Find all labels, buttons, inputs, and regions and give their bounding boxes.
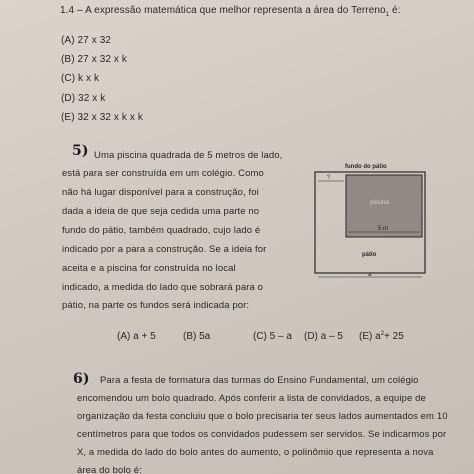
q5-option-e [359, 331, 404, 342]
q4-option-a: (A) 27 x 32 [61, 35, 112, 46]
q5-line-3: não há lugar disponível para a construção, foi [62, 187, 259, 198]
q5-line-5: fundo do pátio, também quadrado, cujo lado é [62, 225, 261, 236]
q4-option-e: (E) 32 x 32 x k x k [61, 112, 143, 123]
q5-option-e-base: (E) a [359, 331, 381, 343]
q4-prompt-text: 1.4 – A expressão matemática que melhor representa a área do Terreno [60, 5, 386, 16]
q5-option-c: (C) 5 – a [253, 331, 292, 343]
q6-number: 6) [73, 371, 90, 387]
diagram-pool-side-label: 5 m [378, 226, 389, 232]
q4-option-d: (D) 32 x k [61, 93, 106, 104]
q6-line-4: centímetros para que todos os convidados pudessem ser servidos. Se indicarmos por [77, 429, 447, 440]
q6-line-2: encomendou um bolo quadrado. Após conferir a lista de convidados, a equipe de [77, 393, 426, 404]
q5-line-2: está para ser construída em um colégio. Como [62, 168, 264, 179]
diagram-side-a-label: a [368, 272, 372, 278]
q5-options-row [117, 331, 404, 342]
diagram-question-mark: ? [327, 175, 331, 181]
q5-option-e-rest: + 25 [384, 331, 404, 343]
q4-prompt-subscript: 1 [385, 12, 390, 18]
q5-line-8: indicado, a medida do lado que sobrará para o [62, 282, 263, 293]
q5-line-1: Uma piscina quadrada de 5 metros de lado, [94, 150, 283, 161]
q4-prompt [60, 5, 401, 18]
q6-line-6: área do bolo é: [77, 465, 142, 474]
q5-option-a: (A) a + 5 [117, 331, 156, 343]
q6-line-5: X, a medida do lado do bolo antes do aumento, o polinômio que representa a nova [77, 447, 434, 458]
diagram-svg [300, 160, 470, 288]
q4-option-c: (C) k x k [61, 73, 100, 84]
q5-line-4: dada a ideia de que seja cedida uma parte no [62, 206, 260, 217]
q5-option-d: (D) a – 5 [304, 331, 343, 343]
q6-line-1: Para a festa de formatura das turmas do Ensino Fundamental, um colégio [100, 375, 419, 386]
diagram-top-label: fundo do pátio [345, 164, 387, 170]
q4-option-b: (B) 27 x 32 x k [61, 54, 127, 65]
q4-prompt-end: é: [389, 5, 401, 16]
q5-option-e-exponent: 2 [380, 331, 385, 337]
q5-option-b: (B) 5a [183, 331, 211, 343]
q6-line-3: organização da festa concluiu que o bolo precisaria ter seus lados aumentados em 10 [77, 411, 448, 422]
q5-line-9: pátio, na parte os fundos será indicada por: [62, 300, 250, 311]
q5-line-6: indicado por a para a construção. Se a ideia for [62, 244, 267, 255]
q5-number: 5) [72, 143, 89, 159]
q5-line-7: aceita e a piscina for construída no local [62, 263, 236, 274]
pool-patio-diagram [300, 160, 470, 288]
diagram-patio-label: pátio [362, 252, 377, 258]
diagram-pool-label: piscina [370, 200, 389, 206]
